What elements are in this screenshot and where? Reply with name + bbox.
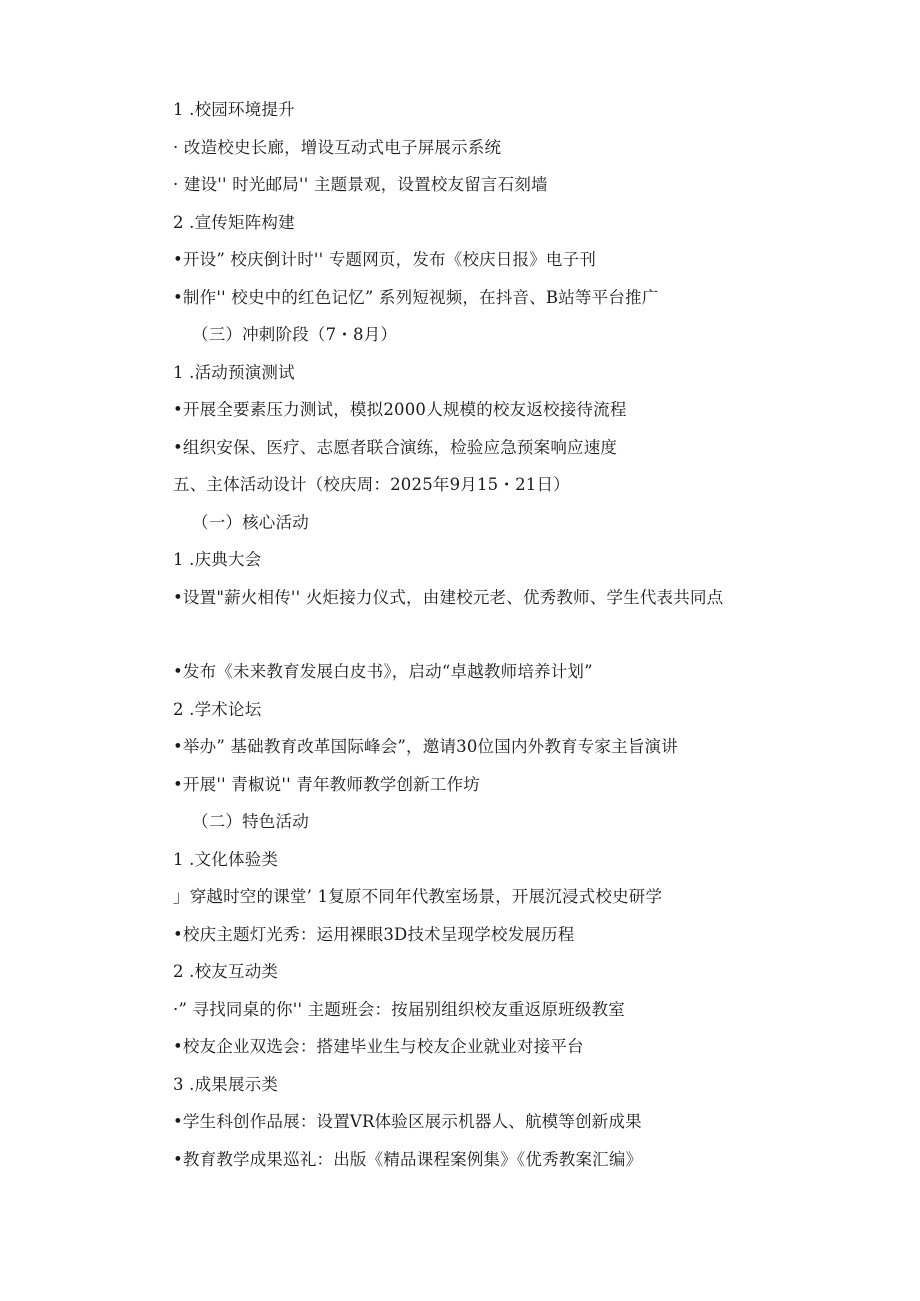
bullet-item: •开展'' 青椒说'' 青年教师教学创新工作坊 (173, 775, 480, 794)
bullet-item: •教育教学成果巡礼：出版《精品课程案例集》《优秀教案汇编》 (173, 1150, 643, 1169)
bullet-item: · 改造校史长廊，增设互动式电子屏展示系统 (173, 138, 502, 157)
subsection-heading: （二）特色活动 (192, 812, 309, 831)
section-heading: 3 .成果展示类 (173, 1075, 279, 1094)
chapter-heading: 五、主体活动设计（校庆周：2025年9月15・21日） (173, 475, 570, 494)
bullet-item: •开设” 校庆倒计时'' 专题网页，发布《校庆日报》电子刊 (173, 250, 597, 269)
section-heading: 2 .学术论坛 (173, 700, 262, 719)
bullet-item: ·” 寻找同桌的你'' 主题班会：按届别组织校友重返原班级教室 (173, 1000, 625, 1019)
section-heading: 1 .活动预演测试 (173, 363, 295, 382)
phase-heading: （三）冲刺阶段（7・8月） (192, 325, 398, 344)
section-heading: 2 .校友互动类 (173, 962, 279, 981)
bullet-item: •设置"薪火相传'' 火炬接力仪式，由建校元老、优秀教师、学生代表共同点 (173, 588, 724, 607)
bullet-item: •举办” 基础教育改革国际峰会”，邀请30位国内外教育专家主旨演讲 (173, 737, 678, 756)
bullet-item: •发布《未来教育发展白皮书》，启动“卓越教师培养计划” (173, 662, 593, 681)
bullet-item: •校庆主题灯光秀：运用裸眼3D技术呈现学校发展历程 (173, 925, 575, 944)
bullet-item: •开展全要素压力测试，模拟2000人规模的校友返校接待流程 (173, 400, 627, 419)
bullet-item: •学生科创作品展：设置VR体验区展示机器人、航模等创新成果 (173, 1112, 642, 1131)
section-heading: 1 .文化体验类 (173, 850, 279, 869)
bullet-item: •校友企业双选会：搭建毕业生与校友企业就业对接平台 (173, 1037, 584, 1056)
bullet-item: 」穿越时空的课堂’ 1复原不同年代教室场景，开展沉浸式校史研学 (173, 887, 663, 906)
section-heading: 2 .宣传矩阵构建 (173, 213, 295, 232)
subsection-heading: （一）核心活动 (192, 513, 309, 532)
bullet-item: •组织安保、医疗、志愿者联合演练，检验应急预案响应速度 (173, 438, 618, 457)
section-heading: 1 .校园环境提升 (173, 100, 295, 119)
bullet-item: •制作'' 校史中的红色记忆” 系列短视频，在抖音、B站等平台推广 (173, 288, 659, 307)
bullet-item: · 建设'' 时光邮局'' 主题景观，设置校友留言石刻墙 (173, 175, 548, 194)
section-heading: 1 .庆典大会 (173, 550, 262, 569)
